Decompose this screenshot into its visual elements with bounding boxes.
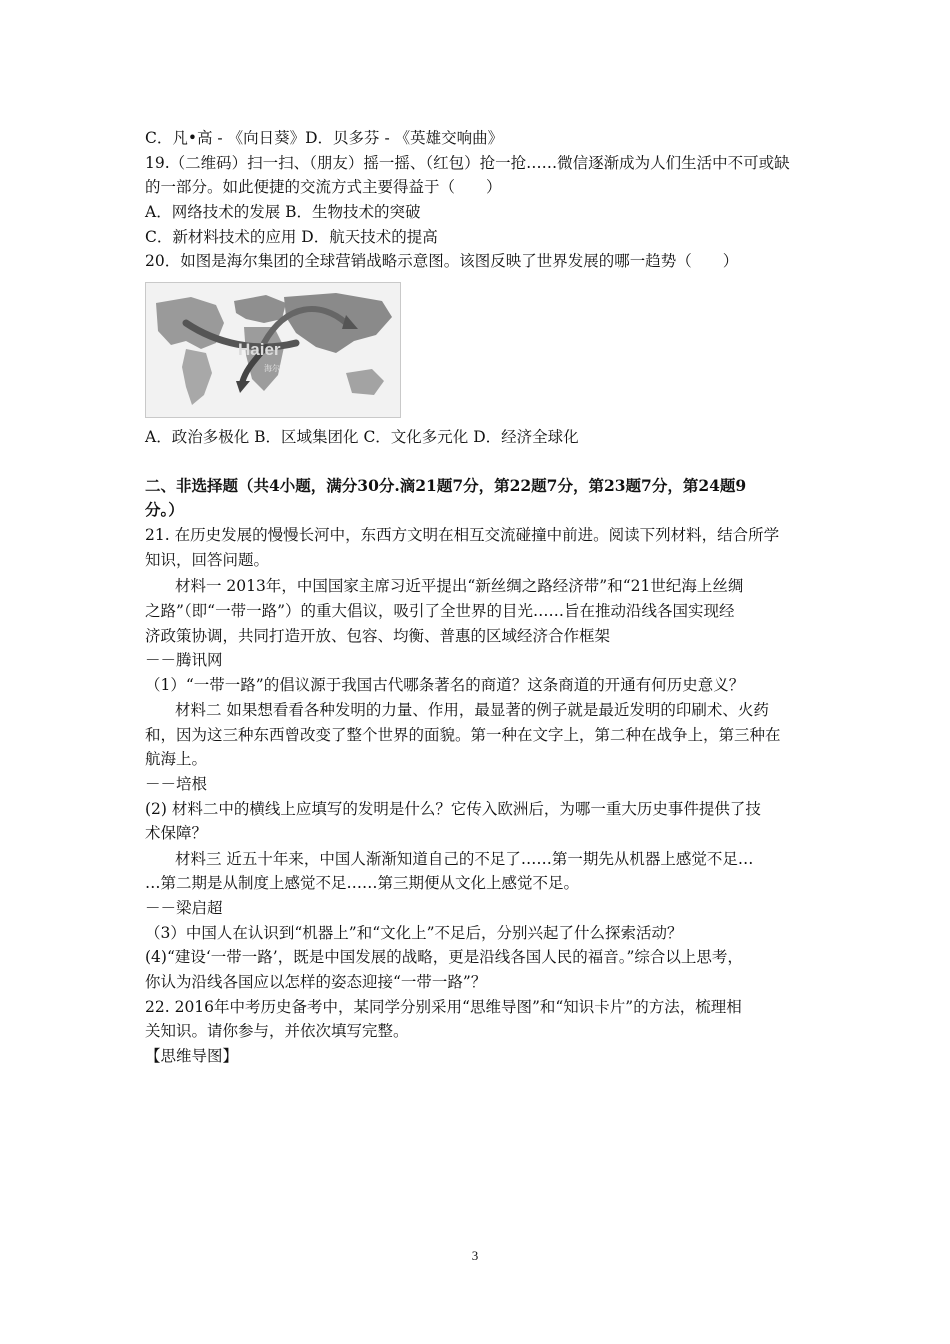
q22-stem-line2: 关知识。请你参与，并依次填写完整。	[145, 1022, 409, 1040]
material2-line1: 材料二 如果想看看各种发明的力量、作用，最显著的例子就是最近发明的印刷术、火药	[175, 701, 769, 719]
q21-part3: （3）中国人在认识到“机器上”和“文化上”不足后，分别兴起了什么探索活动？	[145, 924, 683, 942]
q20-options: A．政治多极化 B．区域集团化 C．文化多元化 D．经济全球化	[145, 428, 579, 446]
haier-logo-subtext: 海尔	[264, 364, 280, 373]
q18-option-cd: C．凡•高 - 《向日葵》D．贝多芬 - 《英雄交响曲》	[145, 129, 504, 147]
mind-map-heading: 【思维导图】	[145, 1047, 239, 1065]
q22-stem-line1: 22. 2016年中考历史备考中，某同学分别采用“思维导图”和“知识卡片”的方法，梳理相	[145, 998, 742, 1016]
section2-heading-line1: 二、非选择题（共4小题，满分30分.滴21题7分，第22题7分，第23题7分，第24题9	[145, 476, 747, 495]
q20-stem: 20．如图是海尔集团的全球营销战略示意图。该图反映了世界发展的哪一趋势（ ）	[145, 252, 739, 270]
q21-part1: （1）“一带一路”的倡议源于我国古代哪条著名的商道？这条商道的开通有何历史意义？	[145, 676, 745, 694]
material1-line2: 之路”（即“一带一路”）的重大倡议，吸引了全世界的目光……旨在推动沿线各国实现经	[145, 602, 735, 620]
haier-global-strategy-map	[145, 282, 401, 418]
q19-stem-line1: 19.（二维码）扫一扫、（朋友）摇一摇、（红包）抢一抢……微信逐渐成为人们生活中不可或缺	[145, 154, 790, 172]
q21-intro-line1: 21. 在历史发展的慢慢长河中，东西方文明在相互交流碰撞中前进。阅读下列材料，结合所学	[145, 526, 780, 544]
material2-source: －－培根	[145, 775, 208, 793]
q19-option-ab: A．网络技术的发展 B．生物技术的突破	[145, 203, 421, 221]
material1-line1: 材料一 2013年，中国国家主席习近平提出“新丝绸之路经济带”和“21世纪海上丝绸	[175, 577, 744, 595]
q21-part2-line1: (2) 材料二中的横线上应填写的发明是什么？它传入欧洲后，为哪一重大历史事件提供了技	[145, 800, 761, 818]
q21-intro-line2: 知识，回答问题。	[145, 551, 270, 569]
world-map-figure	[146, 283, 400, 417]
q21-part4-line1: (4)“建设‘一带一路’，既是中国发展的战略，更是沿线各国人民的福音。”综合以上思考，	[145, 948, 743, 966]
haier-logo-text: Haier	[238, 340, 281, 359]
q19-stem-line2: 的一部分。如此便捷的交流方式主要得益于（ ）	[145, 178, 502, 196]
material3-source: －－梁启超	[145, 899, 223, 917]
material2-line3: 航海上。	[145, 750, 208, 768]
material1-source: －－腾讯网	[145, 651, 223, 669]
material1-line3: 济政策协调，共同打造开放、包容、均衡、普惠的区域经济合作框架	[145, 627, 611, 645]
material3-line2: …第二期是从制度上感觉不足……第三期便从文化上感觉不足。	[145, 874, 580, 892]
q19-option-cd: C．新材料技术的应用 D．航天技术的提高	[145, 228, 438, 246]
page-number: 3	[471, 1248, 479, 1263]
material2-line2: 和，因为这三种东西曾改变了整个世界的面貌。第一种在文字上，第二种在战争上，第三种在	[145, 726, 781, 744]
q21-part2-line2: 术保障？	[145, 824, 208, 842]
section2-heading-line2: 分。）	[145, 500, 184, 519]
material3-line1: 材料三 近五十年来，中国人渐渐知道自己的不足了……第一期先从机器上感觉不足…	[175, 850, 754, 868]
q21-part4-line2: 你认为沿线各国应以怎样的姿态迎接“一带一路”？	[145, 973, 487, 991]
